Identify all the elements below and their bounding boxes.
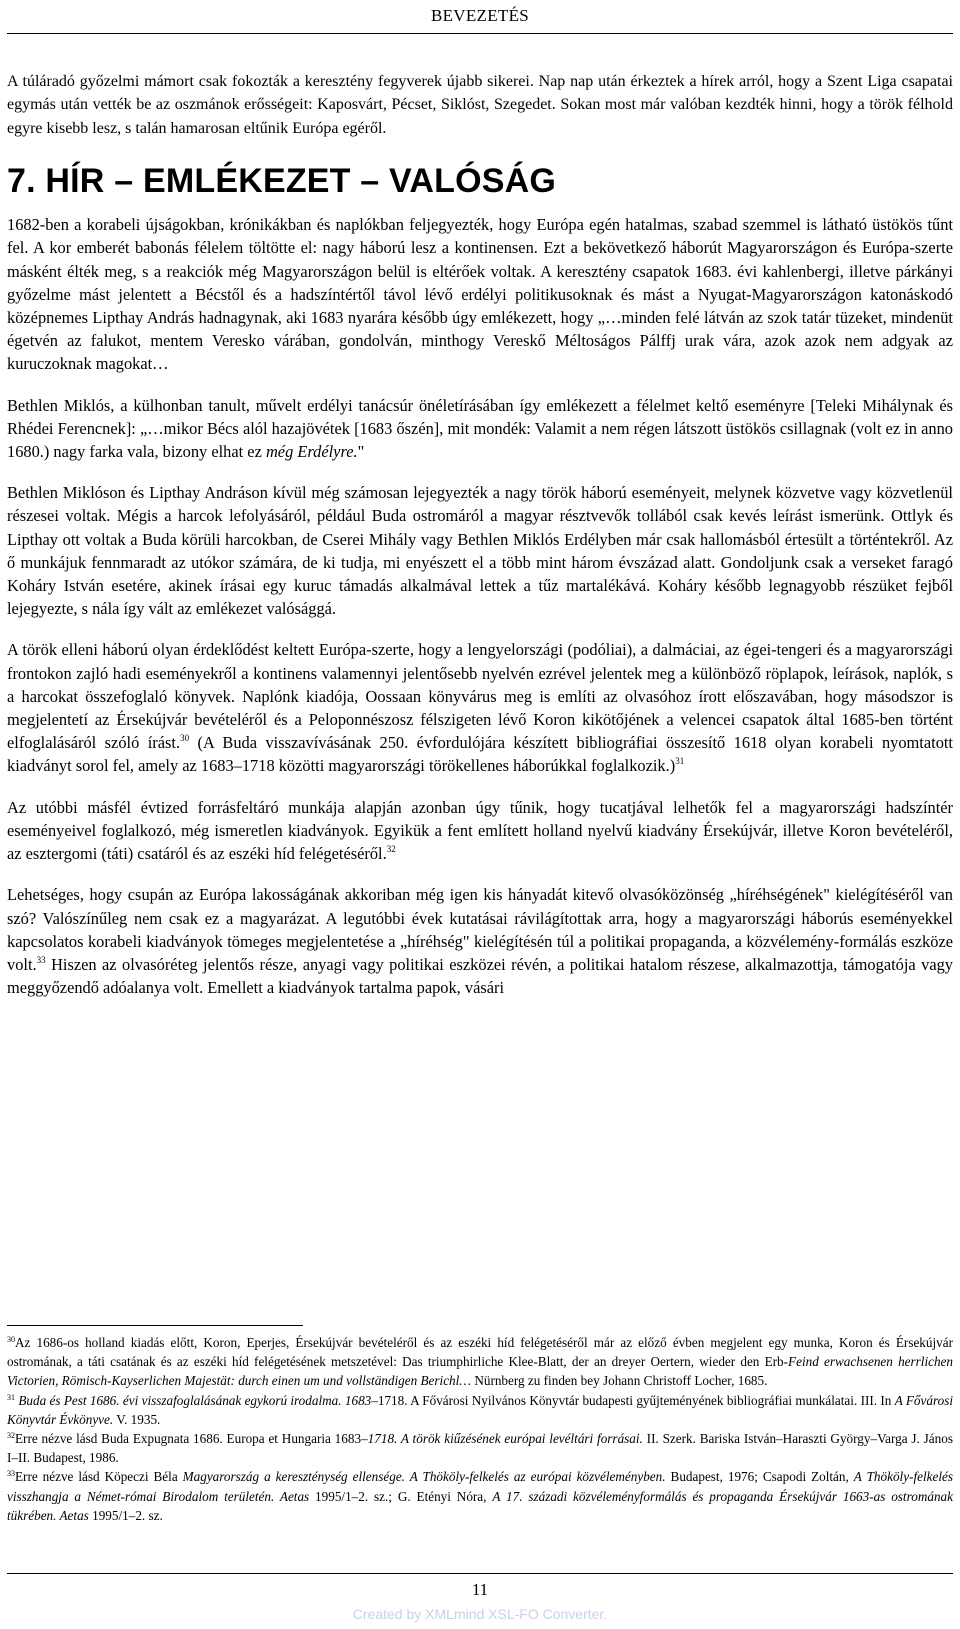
chapter-title: 7. HÍR – EMLÉKEZET – VALÓSÁG [7, 162, 557, 201]
footnote-31 [7, 1391, 953, 1429]
paragraph-6-text: Lehetséges, hogy csupán az Európa lakosságának akkoriban még igen kis hányadát kitevő olvasóközönség „híréhségének" kielégítéséről van szó? Valószínűleg nem csak ez a magyarázat. A legutóbbi évek kutatásai rávilágítottak arra, hogy a magyarországi háborús eseményekkel kapcsolatos korabeli kiadványok tömeges megjelentetése a „híréhség" kielégítésén túl a politikai propaganda, a közvélemény-formálás eszköze volt. [7, 885, 953, 974]
paragraph-2-close: " [357, 442, 365, 462]
footnote-30 [7, 1333, 953, 1391]
footnote-ref-32[interactable]: 32 [386, 844, 396, 855]
footnote-text: –1718. A Fővárosi Nyilvános Könyvtár budapesti gyűjteményének bibliográfiai munkálatai. III. In [371, 1392, 895, 1408]
footnotes [7, 1333, 953, 1525]
footnote-italic: Buda és Pest 1686. évi visszafoglalásának egykorú irodalma. 1683 [15, 1392, 372, 1408]
footnote-italic: A Fővárosi Könyvtár Évkönyve. [7, 1392, 954, 1427]
footer-rule [7, 1573, 953, 1574]
footnote-mark: 32 [7, 1431, 15, 1441]
footnote-italic: Magyarország a kereszténység ellensége. A Thököly-felkelés az európai közvéleményben. [182, 1469, 666, 1485]
footnote-text: Erre nézve lásd Buda Expugnata 1686. Europa et Hungaria 1683 [15, 1431, 362, 1447]
footnote-ref-31[interactable]: 31 [675, 756, 685, 767]
footnote-separator [7, 1325, 303, 1326]
paragraph-2-italic: még Erdélyre. [265, 442, 358, 462]
footnote-ref-30[interactable]: 30 [180, 733, 190, 744]
footnote-33 [7, 1467, 953, 1525]
footnote-32 [7, 1429, 953, 1467]
paragraph-6-text-after: Hiszen az olvasóréteg jelentős része, anyagi vagy politikai eszközei révén, a politikai hatalom részese, alkalmazottja, támogatója vagy meggyőzendő adóalanya volt. Emellett a kiadványok tartalma papok, vásári [7, 954, 953, 998]
intro-paragraph: A túláradó győzelmi mámort csak fokozták a keresztény fegyverek újabb sikerei. Nap nap után érkeztek a hírek arról, hogy a Szent Liga csapatai egymás után vették be az oszmánok erősségeit: Kaposvárt, Pécset, Siklóst, Szegedet. Sokan most már valóban kezdték hinni, hogy a török félhold egyre kisebb lesz, s talán hamarosan eltűnik Európa egéről. [7, 73, 953, 137]
converter-watermark: Created by XMLmind XSL-FO Converter. [352, 1606, 608, 1622]
footnote-text: V. 1935. [113, 1411, 161, 1427]
paragraph-4-text-mid: (A Buda visszavívásának 250. évfordulójára készített bibliográfiai összesítő 1618 olyan korabeli nyomtatott kiadványt sorol fel, amely az 1683–1718 közötti magyarországi törökellenes háborúkkal foglalkozik.) [7, 733, 953, 776]
footnote-italic: A Thököly-felkelés visszhangja a Német-római Birodalom területén. Aetas [7, 1469, 953, 1504]
page-number: 11 [471, 1580, 489, 1599]
body-text [7, 70, 953, 999]
footnote-text: 1995/1–2. sz.; G. Etényi Nóra, [309, 1488, 493, 1504]
paragraph-2-text: Bethlen Miklós, a külhonban tanult, művelt erdélyi tanácsúr önéletírásában így emlékezett a félelmet keltő eseményre [Teleki Mihálynak és Rhédei Ferencnek]: „…mikor Bécs alól hazajövétek [1683 őszén], mit mondék: Valamit a nem régen látszott üstökös csillagnak (volt ez in anno 1680.) nagy farka vala, bizony elhat ez [7, 395, 953, 462]
running-header: BEVEZETÉS [430, 6, 530, 25]
paragraph-4 [7, 638, 953, 777]
footnote-mark: 33 [7, 1469, 15, 1479]
paragraph-1: 1682-ben a korabeli újságokban, krónikákban és naplókban feljegyezték, hogy Európa egén hatalmas, szabad szemmel is látható üstökös tűnt fel. A kor emberét babonás félelem töltötte el: nagy háború lesz a kontinensen. Ezt a bekövetkező háborút Magyarországon és Európa-szerte másként élték meg, s a reakciók még Magyarországon belül is eltérőek voltak. A keresztény csapatok 1683. évi kahlenbergi, illetve párkányi győzelme mást jelentett a Bécstől és a hadszíntértől távol lévő erdélyi politikusoknak és mást a Nyugat-Magyarországon katonáskodó középnemes Lipthay András hadnagynak, aki 1683 nyarára később úgy emlékezett, hogy „…minden felé látván az szok tatár tüzeket, mindenüt égetvén az falukot, mentem Veresko várában, gondolván, minthogy Vereskő Méltoságos Pálffj urak vára, azok azok nem adgyak az kuruczoknak magokat… [7, 215, 953, 374]
footnote-text: 1995/1–2. sz. [88, 1507, 163, 1523]
paragraph-4-text: A török elleni háború olyan érdeklődést keltett Európa-szerte, hogy a lengyelországi (podóliai), a dalmáciai, az égei-tengeri és a magyarországi frontokon zajló hadi eseményekről a kontinens valamennyi jelentősebb nyelvén ezrével jelentek meg a különböző röplapok, leírások, naplók, s a harcokat összefoglaló könyvek. Naplónk kiadója, Oossaan könyvárus meg is említi az olvasóhoz írott előszavában, hogy másodszor is megjelentetí az Érsekújvár bevételéről és a Peloponnészosz félszigeten lévő Koron kikötőjének a velencei csapatok által 1685-ben történt elfoglalásáról szóló írást. [7, 640, 953, 753]
header-rule [7, 33, 953, 34]
paragraph-6 [7, 883, 953, 999]
paragraph-5 [7, 796, 953, 866]
footnote-italic: Feind erwachsenen herrlichen Victorien, Römisch-Kayserlichen Majestät: durch einen um und vollständigen Berichl… [7, 1354, 954, 1389]
footnote-text: Erre nézve lásd Köpeczi Béla [15, 1469, 183, 1485]
footnote-italic: A 17. századi közvéleményformálás és propaganda Érsekújvár 1663-as ostromának tükrében. Aetas [7, 1488, 953, 1523]
footnote-text: Budapest, 1976; Csapodi Zoltán, [665, 1469, 854, 1485]
footnote-text: II. Szerk. Bariska István–Haraszti György–Varga J. János I–II. Budapest, 1986. [7, 1431, 953, 1466]
footnote-text: Az 1686-os holland kiadás előtt, Koron, Eperjes, Érsekújvár bevételéről és az eszéki híd felégetéséről már az előző évben megjelent egy munka, Koron és Érsekújvár ostromának, a táti csatának és az eszéki híd felégetésének metszetével: Das triumphirliche Klee-Blatt, der an dreyer Oertern, wieder den Erb- [7, 1335, 953, 1370]
footnote-mark: 30 [7, 1335, 15, 1344]
footnote-text: Nürnberg zu finden bey Johann Christoff Locher, 1685. [471, 1373, 768, 1389]
paragraph-2 [7, 394, 953, 464]
paragraph-3: Bethlen Miklóson és Lipthay Andráson kívül még számosan lejegyezték a nagy török háború eseményeit, melynek közvetve vagy közvetlenül részesei voltak. Mégis a harcok lefolyásáról, például Buda ostromáról a magyar résztvevők tollából csak kevés leírást ismerünk. Ottlyk és Lipthay ott voltak a Buda körüli harcokban, de Cserei Mihály vagy Bethlen Miklós Erdélyben már csak hallomásból értesült a történtekről. Az ő munkájuk fennmaradt az utókor számára, de ki tudja, mi enyészett el a több mint három évszázad alatt. Gondoljunk csak a verseket faragó Koháry István esetére, akinek írásai egy kuruc támadás alkalmával lettek a tűz martalékává. Koháry később legnagyobb részüket fejből lejegyezte, s nála így vált az emlékezet valósággá. [7, 483, 953, 619]
footnote-italic: –1718. A török kiűzésének európai levéltári forrásai. [361, 1431, 643, 1447]
footnote-ref-33[interactable]: 33 [36, 954, 46, 965]
paragraph-5-text: Az utóbbi másfél évtized forrásfeltáró munkája alapján azonban úgy tűnik, hogy tucatjával lelhetők fel a magyarországi hadszíntér eseményeivel foglalkozó, még ismeretlen kiadványok. Egyikük a fent említett holland nyelvű kiadvány Érsekújvár, illetve Koron bevételéről, az esztergomi (táti) csatáról és az eszéki híd felégetéséről. [7, 797, 953, 864]
footnote-mark: 31 [7, 1392, 15, 1402]
